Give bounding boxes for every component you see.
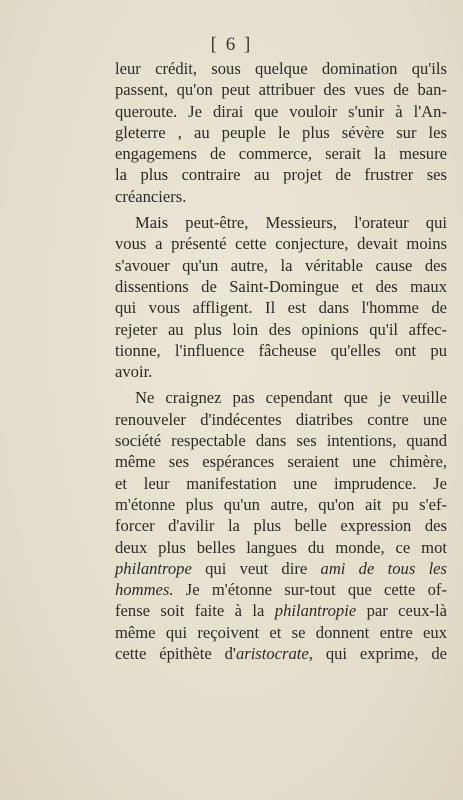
text-line: et leur manifestation une imprudence. Je: [115, 473, 447, 493]
text-line: gleterre , au peuple le plus sévère sur les: [115, 122, 447, 142]
roman-text: , qui exprime, de: [308, 644, 448, 664]
text-line: m'étonne plus qu'un autre, qu'on ait pu s'ef-: [115, 494, 447, 514]
text-line: la plus contraire au projet de frustrer ses: [115, 165, 447, 185]
text-line-mixed: [115, 558, 447, 579]
text-line: passent, qu'on peut attribuer des vues de ban-: [115, 80, 447, 100]
italic-text: ami de tous les: [320, 558, 447, 578]
text-line: Mais peut-être, Messieurs, l'orateur qui: [135, 213, 447, 233]
roman-text: qui veut dire: [191, 558, 321, 578]
italic-text: philantrope: [115, 558, 192, 578]
italic-text: philantropie: [274, 601, 357, 621]
roman-text: cette épithète d': [115, 644, 236, 664]
italic-text: hommes.: [115, 580, 174, 600]
text-line-mixed: [115, 579, 447, 600]
text-line: renouveler d'indécentes diatribes contre une: [115, 409, 447, 429]
italic-text: aristocrate: [235, 644, 309, 664]
text-line: engagemens de commerce, serait la mesure: [115, 144, 447, 164]
text-line: forcer d'avilir la plus belle expression des: [115, 516, 447, 536]
text-line: queroute. Je dirai que vouloir s'unir à l'An-: [115, 101, 447, 121]
page-number: [ 6 ]: [210, 34, 253, 55]
text-line: Ne craignez pas cependant que je veuille: [135, 388, 447, 408]
text-line: s'avouer qu'un autre, la véritable cause des: [115, 255, 447, 275]
roman-text: même qui reçoivent et se donnent entre eux: [115, 622, 447, 642]
text-line: même ses espérances seraient une chimère,: [115, 452, 447, 472]
text-line: qui vous affligent. Il est dans l'homme de: [115, 298, 447, 318]
text-line: dissentions de Saint-Domingue et des maux: [115, 276, 447, 296]
text-line-mixed: [115, 643, 447, 664]
text-line: avoir.: [115, 362, 153, 382]
text-line-mixed: [115, 622, 447, 643]
roman-text: par ceux-là: [356, 601, 447, 621]
text-line-mixed: [115, 600, 447, 621]
roman-text: fense soit faite à la: [115, 601, 275, 621]
text-line: vous a présenté cette conjecture, devait moins: [115, 234, 447, 254]
text-line: tionne, l'influence fâcheuse qu'elles ont pu: [115, 340, 447, 360]
text-line: rejeter au plus loin des opinions qu'il affec-: [115, 319, 447, 339]
text-line: leur crédit, sous quelque domination qu'ils: [115, 59, 447, 78]
body-text: [115, 58, 447, 664]
roman-text: Je m'étonne sur-tout que cette of-: [173, 580, 447, 600]
text-line: société respectable dans ses intentions, quand: [115, 431, 447, 451]
text-line: créanciers.: [115, 186, 187, 206]
text-line: deux plus belles langues du monde, ce mot: [115, 537, 447, 557]
